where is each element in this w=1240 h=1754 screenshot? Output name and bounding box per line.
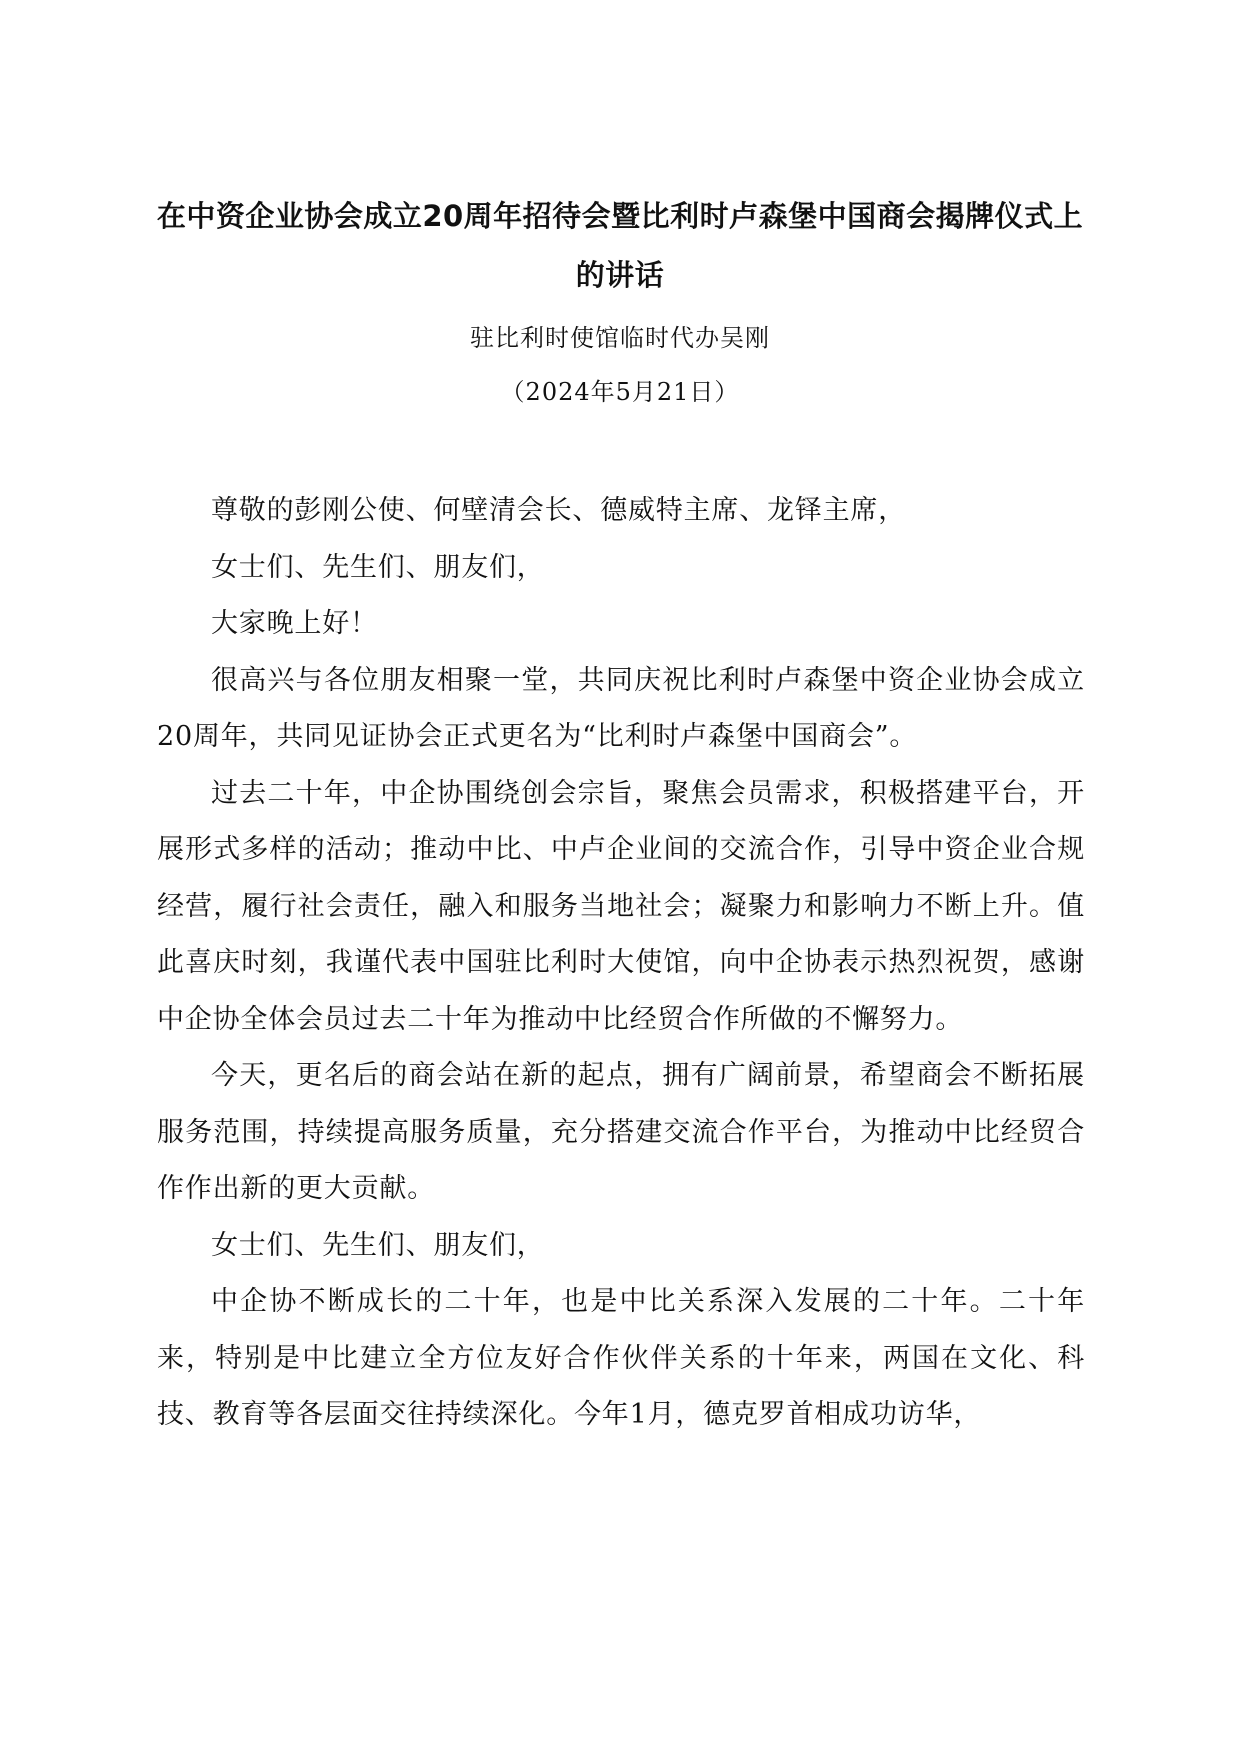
paragraph-relations: 中企协不断成长的二十年，也是中比关系深入发展的二十年。二十年来，特别是中比建立全方位友好合作伙伴关系的十年来，两国在文化、科技、教育等各层面交往持续深化。今年1月，德克罗首相成功访华， xyxy=(157,1286,1085,1430)
speech-title-line1: 在中资企业协会成立20周年招待会暨比利时卢森堡中国商会揭牌仪式上 xyxy=(156,199,1084,233)
paragraph-celebration: 很高兴与各位朋友相聚一堂，共同庆祝比利时卢森堡中资企业协会成立20周年，共同见证协会正式更名为“比利时卢森堡中国商会”。 xyxy=(157,664,1085,752)
salutation-dignitaries: 尊敬的彭刚公使、何壁清会长、德威特主席、龙铎主席， xyxy=(211,495,906,526)
paragraph-outlook: 今天，更名后的商会站在新的起点，拥有广阔前景，希望商会不断拓展服务范围，持续提高服务质量，充分搭建交流合作平台，为推动中比经贸合作作出新的更大贡献。 xyxy=(157,1060,1085,1204)
greeting: 大家晚上好！ xyxy=(211,608,378,639)
salutation-audience: 女士们、先生们、朋友们， xyxy=(211,551,545,583)
speaker-byline: 驻比利时使馆临时代办吴刚 xyxy=(470,324,770,352)
speech-title-line2: 的讲话 xyxy=(575,258,665,292)
paragraph-history: 过去二十年，中企协围绕创会宗旨，聚焦会员需求，积极搭建平台，开展形式多样的活动；推动中比、中卢企业间的交流合作，引导中资企业合规经营，履行社会责任，融入和服务当地社会；凝聚力和影响力不断上升。值此喜庆时刻，我谨代表中国驻比利时大使馆，向中企协表示热烈祝贺，感谢中企协全体会员过去二十年为推动中比经贸合作所做的不懈努力。 xyxy=(157,777,1085,1035)
speech-date: （2024年5月21日） xyxy=(500,378,740,406)
speech-body xyxy=(157,483,1085,1444)
salutation-audience-repeat: 女士们、先生们、朋友们， xyxy=(211,1229,545,1261)
